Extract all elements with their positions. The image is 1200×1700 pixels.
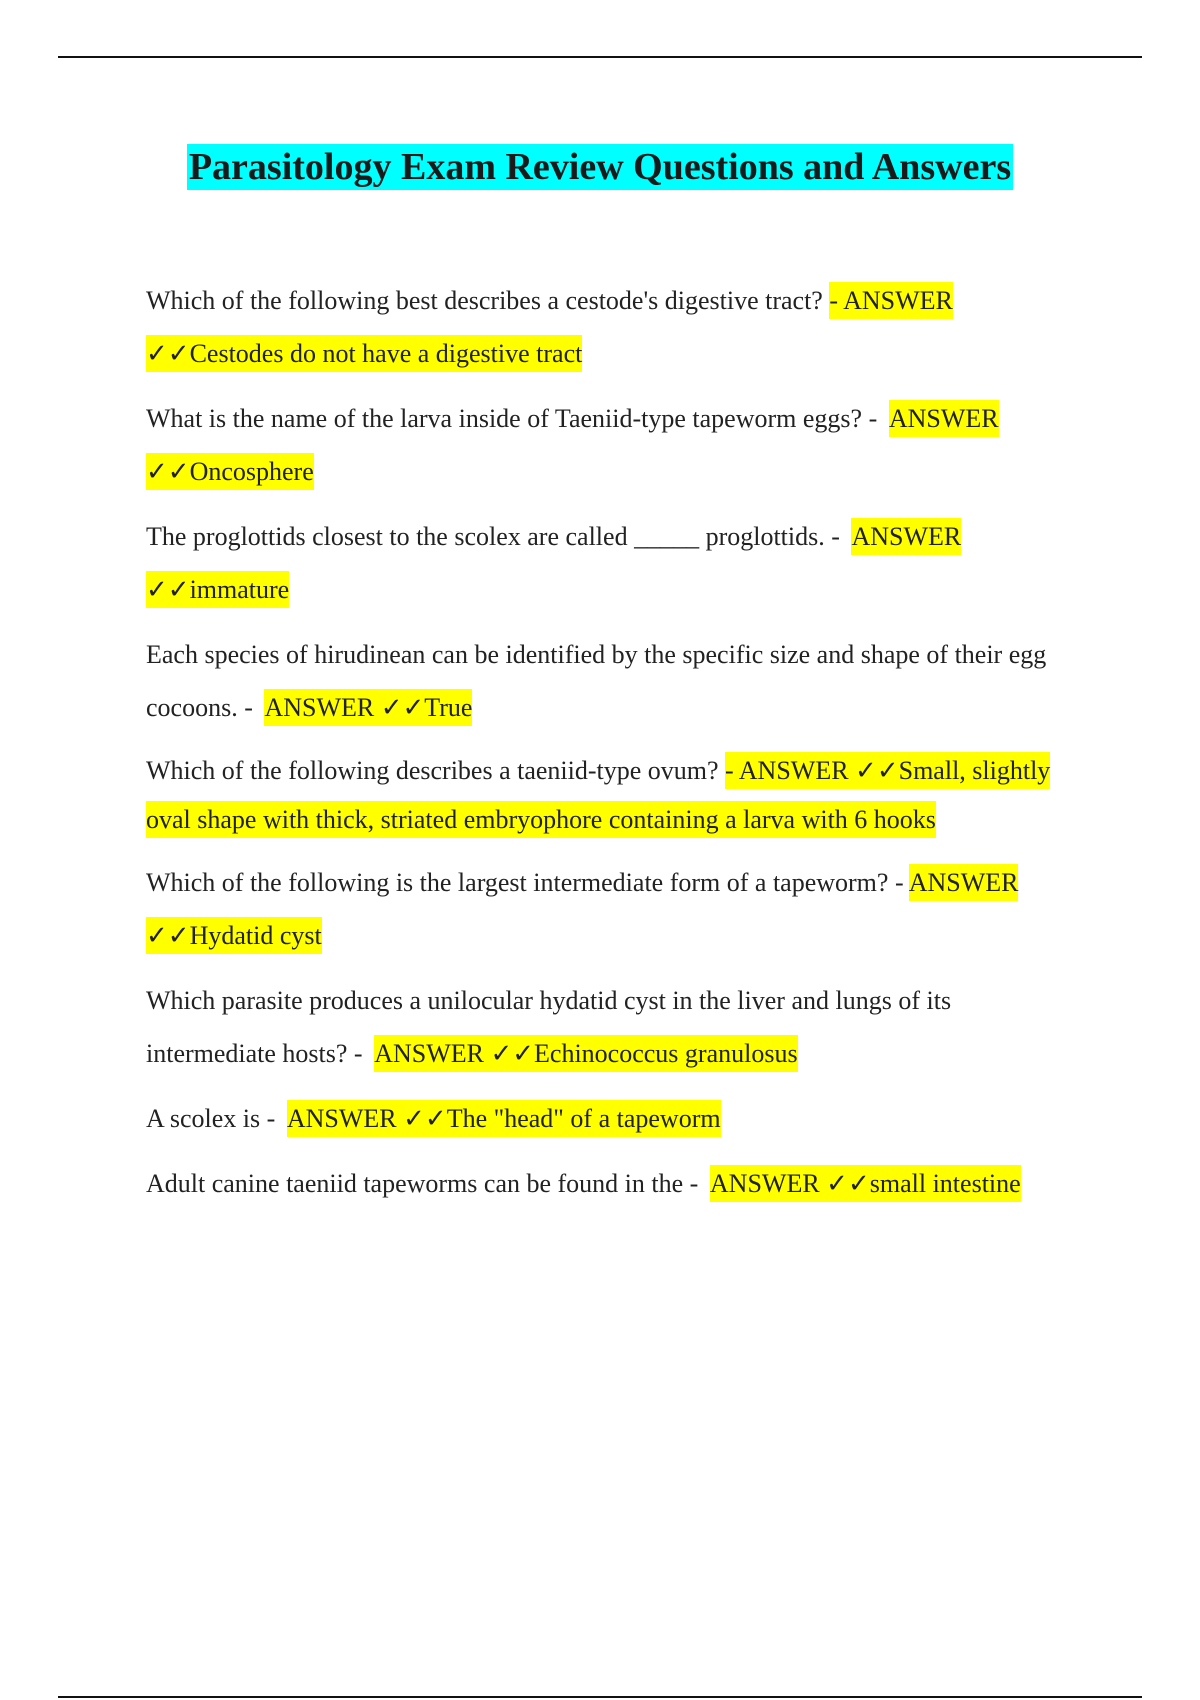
question-text: Which parasite produces a unilocular hydatid cyst in the liver and lungs of its intermediate hosts? - [146, 986, 952, 1068]
qa-item [146, 628, 1076, 734]
title-container [0, 144, 1200, 190]
qa-list [146, 274, 1076, 1222]
question-text: Each species of hirudinean can be identified by the specific size and shape of their egg cocoons. - [146, 640, 1047, 722]
question-text: Which of the following describes a taeniid-type ovum? [146, 756, 719, 785]
answer-text: - ANSWER ✓✓Small, slightly oval shape with thick, striated embryophore containing a larva with 6 hooks [146, 752, 1050, 838]
question-text: Adult canine taeniid tapeworms can be found in the - [146, 1169, 699, 1198]
qa-item [146, 510, 1076, 616]
qa-item [146, 392, 1076, 498]
answer-text: ANSWER ✓✓immature [146, 518, 961, 608]
qa-item [146, 1157, 1076, 1210]
qa-item [146, 856, 1076, 962]
qa-item [146, 1092, 1076, 1145]
bottom-rule [58, 1696, 1142, 1698]
question-text: What is the name of the larva inside of Taeniid-type tapeworm eggs? - [146, 404, 878, 433]
question-text: Which of the following best describes a cestode's digestive tract? [146, 286, 823, 315]
question-text: Which of the following is the largest intermediate form of a tapeworm? - [146, 868, 904, 897]
answer-text: ANSWER ✓✓Oncosphere [146, 400, 999, 490]
answer-text: ANSWER ✓✓small intestine [710, 1165, 1021, 1202]
answer-text: ANSWER ✓✓The "head" of a tapeworm [287, 1100, 721, 1137]
qa-item [146, 974, 1076, 1080]
question-text: The proglottids closest to the scolex are called _____ proglottids. - [146, 522, 840, 551]
answer-text: ANSWER ✓✓Hydatid cyst [146, 864, 1018, 954]
answer-text: ANSWER ✓✓Echinococcus granulosus [374, 1035, 797, 1072]
question-text: A scolex is - [146, 1104, 276, 1133]
answer-text: - ANSWER ✓✓Cestodes do not have a digestive tract [146, 282, 953, 372]
document-title: Parasitology Exam Review Questions and Answers [188, 146, 1012, 188]
top-rule [58, 56, 1142, 58]
qa-item [146, 274, 1076, 380]
qa-item [146, 746, 1076, 844]
answer-text: ANSWER ✓✓True [264, 689, 472, 726]
